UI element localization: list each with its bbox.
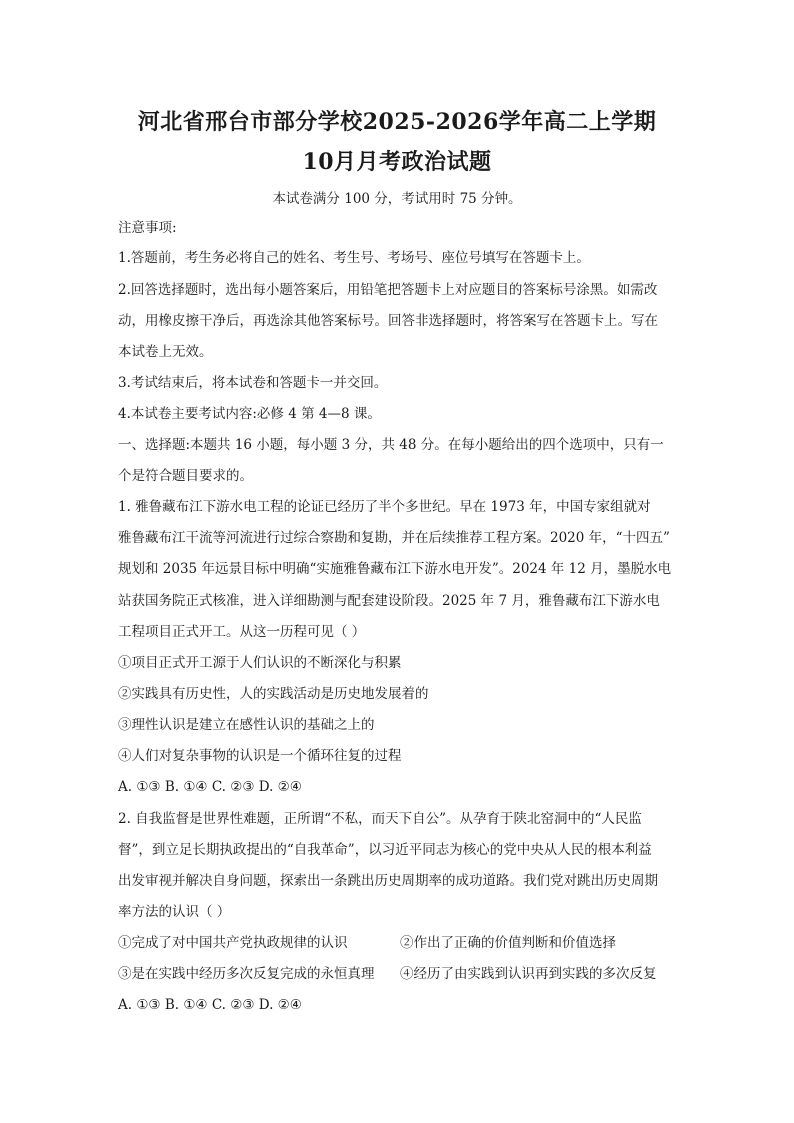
q1-stem-line: 站获国务院正式核准，进入详细勘测与配套建设阶段。2025 年 7 月，雅鲁藏布江下游水电 <box>118 593 660 609</box>
q2-stem-line: 出发审视并解决自身问题，探索出一条跳出历史周期率的成功道路。我们党对跳出历史周期 <box>118 873 658 889</box>
q1-stem-line: 1. 雅鲁藏布江下游水电工程的论证已经历了半个多世纪。早在 1973 年，中国专家组就对 <box>118 499 651 515</box>
q2-item: ③是在实践中经历多次反复完成的永恒真理 <box>118 966 375 982</box>
notice-line: 1.答题前，考生务必将自己的姓名、考生号、考场号、座位号填写在答题卡上。 <box>118 250 590 266</box>
q2-stem-line: 督”，到立足长期执政提出的“自我革命”，以习近平同志为核心的党中央从人民的根本利益 <box>118 842 652 858</box>
q1-stem-line: 规划和 2035 年远景目标中明确“实施雅鲁藏布江下游水电开发”。2024 年 12 月，墨脱水电 <box>118 561 672 577</box>
notice-line: 3.考试结束后，将本试卷和答题卡一并交回。 <box>118 375 388 391</box>
notice-line: 本试卷上无效。 <box>118 344 213 360</box>
q2-item: ④经历了由实践到认识再到实践的多次反复 <box>400 966 657 982</box>
q2-choices: A. ①③ B. ①④ C. ②③ D. ②④ <box>118 997 302 1013</box>
notice-line: 4.本试卷主要考试内容:必修 4 第 4—8 课。 <box>118 406 381 422</box>
page-title: 河北省邢台市部分学校2025-2026学年高二上学期 <box>137 109 657 135</box>
q1-stem-line: 雅鲁藏布江干流等河流进行过综合察勘和复勘，并在后续推荐工程方案。2020 年，“十四五” <box>118 530 670 546</box>
q1-item: ②实践具有历史性，人的实践活动是历史地发展着的 <box>118 686 429 702</box>
q1-item: ④人们对复杂事物的认识是一个循环往复的过程 <box>118 748 402 764</box>
notice-line: 2.回答选择题时，选出每小题答案后，用铅笔把答题卡上对应题目的答案标号涂黑。如需改 <box>118 282 658 298</box>
q2-item: ①完成了对中国共产党执政规律的认识 <box>118 935 348 951</box>
exam-info: 本试卷满分 100 分，考试用时 75 分钟。 <box>272 191 522 207</box>
page-title-line2: 10月月考政治试题 <box>302 149 492 175</box>
q1-stem-line: 工程项目正式开工。从这一历程可见（ ） <box>118 624 366 640</box>
q2-stem-line: 率方法的认识（ ） <box>118 904 231 920</box>
notice-line: 动，用橡皮擦干净后，再选涂其他答案标号。回答非选择题时，将答案写在答题卡上。写在 <box>118 313 658 329</box>
section-heading: 一、选择题:本题共 16 小题，每小题 3 分，共 48 分。在每小题给出的四个选项中，只有一 <box>118 437 664 453</box>
q1-item: ③理性认识是建立在感性认识的基础之上的 <box>118 717 375 733</box>
q2-item: ②作出了正确的价值判断和价值选择 <box>400 935 616 951</box>
q1-choices: A. ①③ B. ①④ C. ②③ D. ②④ <box>118 779 302 795</box>
q1-item: ①项目正式开工源于人们认识的不断深化与积累 <box>118 655 402 671</box>
section-heading-cont: 个是符合题目要求的。 <box>118 468 253 484</box>
notice-heading: 注意事项: <box>118 220 177 236</box>
q2-stem-line: 2. 自我监督是世界性难题，正所谓“不私，而天下自公”。从孕育于陕北窑洞中的“人民监 <box>118 811 642 827</box>
